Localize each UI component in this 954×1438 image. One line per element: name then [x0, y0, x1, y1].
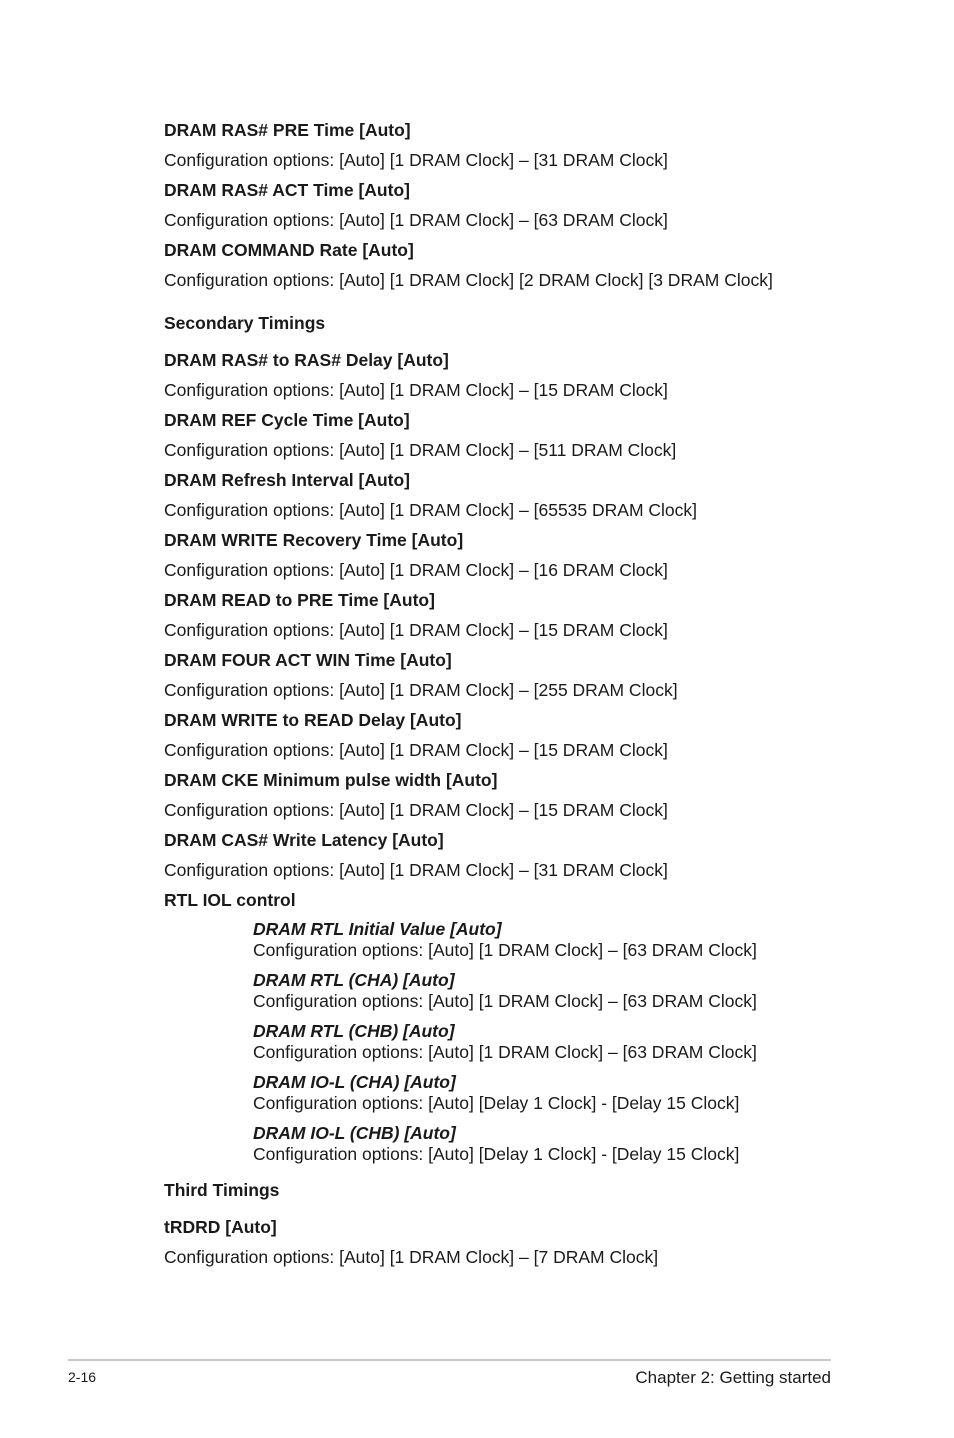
setting-item	[164, 829, 864, 881]
setting-heading: DRAM READ to PRE Time [Auto]	[164, 590, 435, 610]
setting-item	[164, 709, 864, 761]
setting-options: Configuration options: [Auto] [1 DRAM Clock] – [7 DRAM Clock]	[164, 1247, 659, 1267]
setting-options: Configuration options: [Auto] [1 DRAM Clock] – [15 DRAM Clock]	[164, 800, 668, 820]
setting-item	[164, 589, 864, 641]
setting-heading: tRDRD [Auto]	[164, 1217, 277, 1237]
section-title-third-timings: Third Timings	[164, 1180, 280, 1200]
page-number: 2-16	[68, 1369, 97, 1385]
setting-options: Configuration options: [Auto] [1 DRAM Clock] – [255 DRAM Clock]	[164, 680, 678, 700]
setting-options: Configuration options: [Auto] [1 DRAM Clock] – [15 DRAM Clock]	[164, 740, 668, 760]
setting-heading: DRAM WRITE to READ Delay [Auto]	[164, 710, 462, 730]
setting-heading: DRAM CKE Minimum pulse width [Auto]	[164, 770, 498, 790]
setting-item	[164, 409, 864, 461]
sub-setting-heading: DRAM RTL (CHB) [Auto]	[253, 1021, 455, 1041]
sub-setting-options: Configuration options: [Auto] [1 DRAM Clock] – [63 DRAM Clock]	[253, 1042, 757, 1062]
setting-item	[164, 1216, 864, 1268]
sub-setting-item	[253, 970, 864, 1012]
setting-item	[164, 119, 864, 171]
sub-setting-heading: DRAM RTL (CHA) [Auto]	[253, 970, 455, 990]
chapter-label: Chapter 2: Getting started	[635, 1368, 831, 1387]
footer-divider	[68, 1359, 831, 1361]
setting-options: Configuration options: [Auto] [1 DRAM Clock] – [31 DRAM Clock]	[164, 860, 668, 880]
setting-heading: DRAM RAS# PRE Time [Auto]	[164, 120, 411, 140]
setting-heading: DRAM RAS# ACT Time [Auto]	[164, 180, 410, 200]
setting-options: Configuration options: [Auto] [1 DRAM Clock] – [15 DRAM Clock]	[164, 620, 668, 640]
sub-setting-options: Configuration options: [Auto] [Delay 1 Clock] - [Delay 15 Clock]	[253, 1093, 740, 1113]
setting-item	[164, 349, 864, 401]
section-title-rtl-iol-control: RTL IOL control	[164, 890, 296, 910]
sub-setting-item	[253, 1072, 864, 1114]
setting-heading: DRAM WRITE Recovery Time [Auto]	[164, 530, 464, 550]
manual-content	[164, 119, 864, 1276]
setting-options: Configuration options: [Auto] [1 DRAM Clock] – [63 DRAM Clock]	[164, 210, 668, 230]
setting-item	[164, 529, 864, 581]
setting-options: Configuration options: [Auto] [1 DRAM Clock] [2 DRAM Clock] [3 DRAM Clock]	[164, 270, 773, 290]
setting-item	[164, 239, 864, 291]
setting-options: Configuration options: [Auto] [1 DRAM Clock] – [511 DRAM Clock]	[164, 440, 677, 460]
setting-item	[164, 179, 864, 231]
setting-heading: DRAM REF Cycle Time [Auto]	[164, 410, 410, 430]
sub-setting-heading: DRAM RTL Initial Value [Auto]	[253, 919, 502, 939]
setting-options: Configuration options: [Auto] [1 DRAM Clock] – [15 DRAM Clock]	[164, 380, 668, 400]
section-title-secondary-timings: Secondary Timings	[164, 313, 326, 333]
setting-heading: DRAM Refresh Interval [Auto]	[164, 470, 410, 490]
sub-setting-item	[253, 1021, 864, 1063]
sub-setting-heading: DRAM IO-L (CHA) [Auto]	[253, 1072, 456, 1092]
sub-setting-options: Configuration options: [Auto] [1 DRAM Clock] – [63 DRAM Clock]	[253, 940, 757, 960]
sub-setting-item	[253, 1123, 864, 1165]
setting-heading: DRAM RAS# to RAS# Delay [Auto]	[164, 350, 449, 370]
sub-setting-options: Configuration options: [Auto] [1 DRAM Clock] – [63 DRAM Clock]	[253, 991, 757, 1011]
setting-options: Configuration options: [Auto] [1 DRAM Clock] – [16 DRAM Clock]	[164, 560, 668, 580]
sub-setting-options: Configuration options: [Auto] [Delay 1 Clock] - [Delay 15 Clock]	[253, 1144, 740, 1164]
sub-setting-heading: DRAM IO-L (CHB) [Auto]	[253, 1123, 456, 1143]
setting-heading: DRAM COMMAND Rate [Auto]	[164, 240, 414, 260]
setting-options: Configuration options: [Auto] [1 DRAM Clock] – [65535 DRAM Clock]	[164, 500, 698, 520]
sub-setting-item	[253, 919, 864, 961]
rtl-iol-group	[253, 919, 864, 1165]
setting-item	[164, 769, 864, 821]
setting-item	[164, 469, 864, 521]
setting-options: Configuration options: [Auto] [1 DRAM Clock] – [31 DRAM Clock]	[164, 150, 668, 170]
setting-heading: DRAM CAS# Write Latency [Auto]	[164, 830, 444, 850]
setting-heading: DRAM FOUR ACT WIN Time [Auto]	[164, 650, 452, 670]
setting-item	[164, 649, 864, 701]
